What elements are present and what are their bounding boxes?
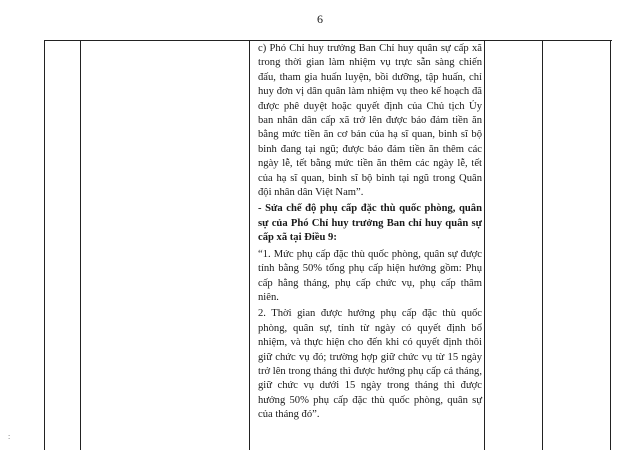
table-cell-content [258, 42, 482, 424]
item-1: “1. Mức phụ cấp đặc thù quốc phòng, quân sự được tính bằng 50% tổng phụ cấp hiện hưởng gồm: Phụ cấp hằng tháng, phụ cấp chức vụ, phụ cấp thâm niên. [258, 248, 482, 303]
table-column-border [80, 40, 81, 450]
section-heading: - Sửa chế độ phụ cấp đặc thù quốc phòng, quân sự của Phó Chỉ huy trưởng Ban chỉ huy quân sự cấp xã tại Điều 9: [258, 203, 482, 244]
table-column-border [542, 40, 543, 450]
margin-mark: : [8, 432, 11, 441]
table-top-border [44, 40, 612, 41]
table-column-border [610, 40, 611, 450]
table-column-border [484, 40, 485, 450]
table-column-border [44, 40, 45, 450]
paragraph-c: c) Phó Chỉ huy trưởng Ban Chỉ huy quân sự cấp xã trong thời gian làm nhiệm vụ trực sẵn sàng chiến đấu, tham gia huấn luyện, bồi dưỡng, tập huấn, chỉ huy đơn vị dân quân làm nhiệm vụ theo kế hoạch đã được phê duyệt hoặc quyết định của Chủ tịch Ủy ban nhân dân cấp xã trở lên được bảo đảm tiền ăn bằng mức tiền ăn cơ bản của hạ sĩ quan, binh sĩ bộ binh đang tại ngũ; được bảo đảm tiền ăn thêm các ngày lễ, tết bằng mức tiền ăn thêm các ngày lễ, tết của hạ sĩ quan, binh sĩ bộ binh tại ngũ trong Quân đội nhân dân Việt Nam”. [258, 43, 482, 199]
table-column-border [249, 40, 250, 450]
item-2: 2. Thời gian được hưởng phụ cấp đặc thù quốc phòng, quân sự, tính từ ngày có quyết định bổ nhiệm, và thực hiện cho đến khi có quyết định thôi giữ chức vụ đó; trường hợp giữ chức vụ từ 15 ngày trở lên trong tháng thì được hưởng phụ cấp cả tháng, giữ chức vụ dưới 15 ngày trong tháng thì được hưởng 50% phụ cấp đặc thù quốc phòng, quân sự của tháng đó”. [258, 308, 482, 421]
page-number: 6 [317, 12, 323, 26]
